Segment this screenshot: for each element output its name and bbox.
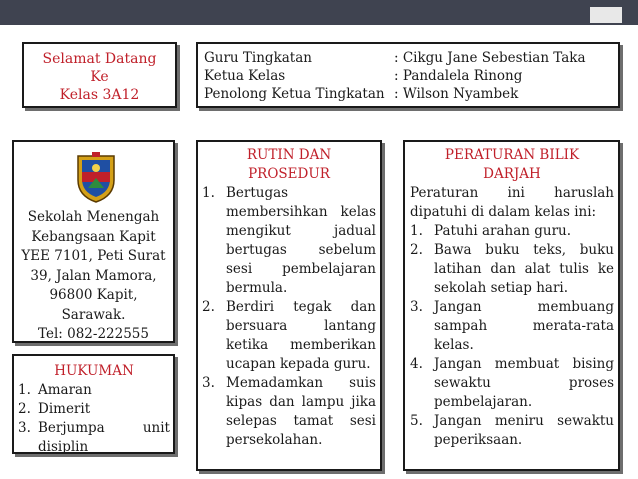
info-key: Ketua Kelas: [204, 68, 286, 84]
address-line: Kebangsaan Kapit: [31, 228, 156, 245]
peraturan-intro: Peraturan ini haruslah dipatuhi di dalam kelas ini:: [410, 185, 614, 220]
address-line: 96800 Kapit,: [49, 287, 138, 303]
peraturan-box: [403, 140, 620, 471]
class-info-box: [196, 42, 620, 108]
list-item: 3. Berjumpa unit disiplin: [18, 420, 170, 455]
info-value: : Wilson Nyambek: [394, 86, 519, 102]
info-key: Penolong Ketua Tingkatan: [204, 86, 385, 102]
welcome-line-1: Selamat Datang: [42, 51, 157, 67]
info-row-ketua: [204, 67, 612, 85]
welcome-box: [22, 42, 177, 108]
list-item: 3. Memadamkan suis kipas dan lampu jika selepas tamat sesi persekolahan.: [202, 375, 376, 448]
list-item: 5. Jangan meniru sewaktu peperiksaan.: [410, 413, 614, 448]
peraturan-title-line-1: PERATURAN BILIK: [444, 147, 580, 163]
top-bar-accent: [590, 7, 622, 23]
school-address-box: [12, 140, 175, 343]
address-line: 39, Jalan Mamora,: [30, 267, 157, 284]
list-item: 3. Jangan membuang sampah merata-rata kelas.: [410, 299, 614, 353]
list-item: 2. Berdiri tegak dan bersuara lantang ketika memberikan ucapan kepada guru.: [202, 299, 376, 372]
welcome-line-2: Ke: [90, 69, 109, 85]
peraturan-list: [410, 222, 614, 450]
address-line: Sarawak.: [61, 306, 126, 323]
hukuman-title: HUKUMAN: [54, 363, 134, 379]
list-item: 2. Dimerit: [18, 401, 91, 417]
info-key: Guru Tingkatan: [204, 50, 312, 66]
peraturan-title: [410, 146, 614, 184]
slide-top-bar: [0, 0, 638, 25]
info-value: : Cikgu Jane Sebestian Taka: [394, 50, 586, 66]
welcome-line-3: Kelas 3A12: [59, 87, 140, 103]
list-item: 1. Amaran: [18, 382, 92, 398]
hukuman-box: [12, 354, 175, 454]
school-address: [14, 208, 173, 345]
rutin-prosedur-box: [196, 140, 382, 471]
list-item: 4. Jangan membuat bising sewaktu proses pembelajaran.: [410, 356, 614, 410]
list-item: 1. Bertugas membersihkan kelas mengikut jadual bertugas sebelum sesi pembelajaran bermula.: [202, 185, 376, 296]
info-row-penolong: [204, 85, 612, 103]
rutin-title-line-2: PROSEDUR: [248, 166, 330, 182]
rutin-list: [202, 184, 376, 450]
address-line: YEE 7101, Peti Surat: [21, 248, 166, 264]
school-crest-icon: [76, 152, 116, 204]
info-value: : Pandalela Rinong: [394, 68, 523, 84]
list-item: 1. Patuhi arahan guru.: [410, 223, 572, 239]
address-line: Sekolah Menengah: [27, 209, 160, 225]
list-item: 2. Bawa buku teks, buku latihan dan alat tulis ke sekolah setiap hari.: [410, 242, 614, 296]
info-row-guru: [204, 49, 612, 67]
address-line: Tel: 082-222555: [38, 326, 149, 342]
rutin-title-line-1: RUTIN DAN: [246, 147, 332, 163]
hukuman-list: [18, 381, 170, 457]
rutin-title: [202, 146, 376, 184]
peraturan-title-line-2: DARJAH: [483, 166, 541, 182]
